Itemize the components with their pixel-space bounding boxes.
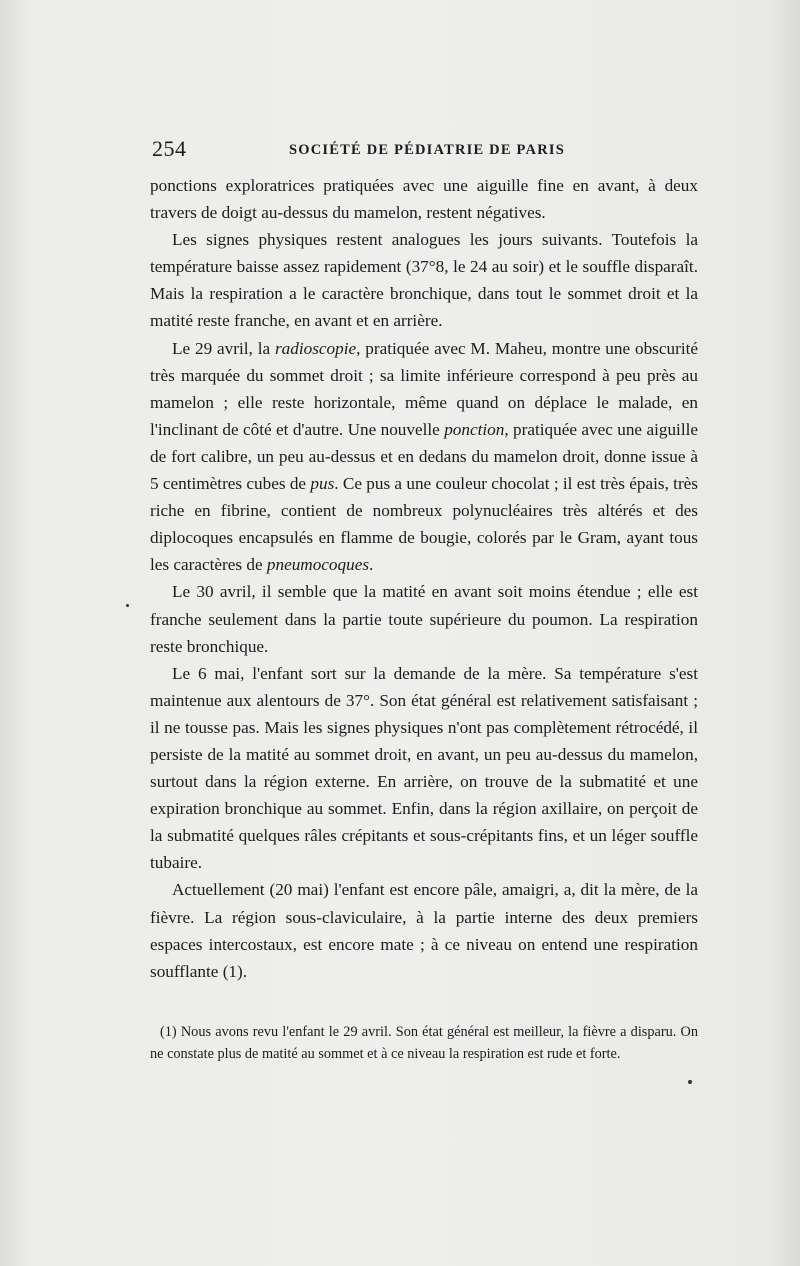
ink-speck	[126, 604, 129, 607]
body-text	[150, 172, 698, 985]
paragraph-1: ponctions exploratrices pratiquées avec une aiguille fine en avant, à deux travers de doigt au-dessus du mamelon, restent négatives.	[150, 176, 698, 223]
paragraph-6: Actuellement (20 mai) l'enfant est encore pâle, amaigri, a, dit la mère, de la fièvre. La région sous-claviculaire, à la partie interne des deux premiers espaces intercostaux, est encore mate ; à ce niveau on entend une respiration soufflante (1).	[150, 880, 698, 981]
page-number: 254	[152, 136, 187, 161]
paragraph-3-text-e: .	[369, 555, 374, 575]
emphasis-pneumocoques: pneumocoques	[266, 555, 370, 575]
footnote-text: (1) Nous avons revu l'enfant le 29 avril. Son état général est meilleur, la fièvre a disparu. On ne constate plus de matité au sommet et à ce niveau la respiration est rude et forte.	[150, 1024, 698, 1062]
emphasis-pus: pus	[310, 474, 335, 494]
paragraph-4: Le 30 avril, il semble que la matité en avant soit moins étendue ; elle est franche seulement dans la partie toute supérieure du poumon. La respiration reste bronchique.	[150, 582, 698, 656]
paragraph-3-text-a: Le 29 avril, la	[172, 338, 275, 358]
ink-speck	[688, 1080, 692, 1084]
paragraph-2: Les signes physiques restent analogues les jours suivants. Toutefois la température baisse assez rapidement (37°8, le 24 au soir) et le souffle disparaît. Mais la respiration a le caractère bronchique, dans tout le sommet droit et la matité reste franche, en avant et en arrière.	[150, 230, 698, 331]
paragraph-3-text-b: , pratiquée avec M. Maheu, montre une obscurité très marquée du sommet droit ; sa limite inférieure correspond à peu près au mamelon ; elle reste horizontale, même quand on déplace le malade, en l'inclinant de côté et d'autre. Une nouvelle	[150, 338, 698, 439]
page-header	[152, 136, 700, 166]
paragraph-5: Le 6 mai, l'enfant sort sur la demande de la mère. Sa température s'est maintenue aux alentours de 37°. Son état général est relativement satisfaisant ; il ne tousse pas. Mais les signes physiques n'ont pas complètement rétrocédé, il persiste de la matité au sommet droit, en avant, un peu au-dessus du mamelon, surtout dans la région externe. En arrière, on trouve de la submatité et une expiration bronchique au sommet. Enfin, dans la région axillaire, on perçoit de la submatité quelques râles crépitants et sous-crépitants fins, et un léger souffle tubaire.	[150, 663, 698, 873]
emphasis-ponction: ponction	[444, 419, 505, 439]
running-title: SOCIÉTÉ DE PÉDIATRIE DE PARIS	[289, 142, 565, 158]
paragraph-3-text-c: , pratiquée avec une aiguille de fort calibre, un peu au-dessus et en dedans du mamelon droit, donne issue à 5 centimètres cubes de	[150, 419, 698, 494]
footnote	[150, 1022, 698, 1065]
emphasis-radioscopie: radioscopie	[274, 338, 357, 358]
paragraph-3	[150, 335, 698, 579]
paragraph-3-text-d: . Ce pus a une couleur chocolat ; il est très épais, très riche en fibrine, contient de nombreux polynucléaires très altérés et des diplocoques encapsulés en flamme de bougie, colorés par le Gram, ayant tous les caractères de	[150, 474, 698, 575]
